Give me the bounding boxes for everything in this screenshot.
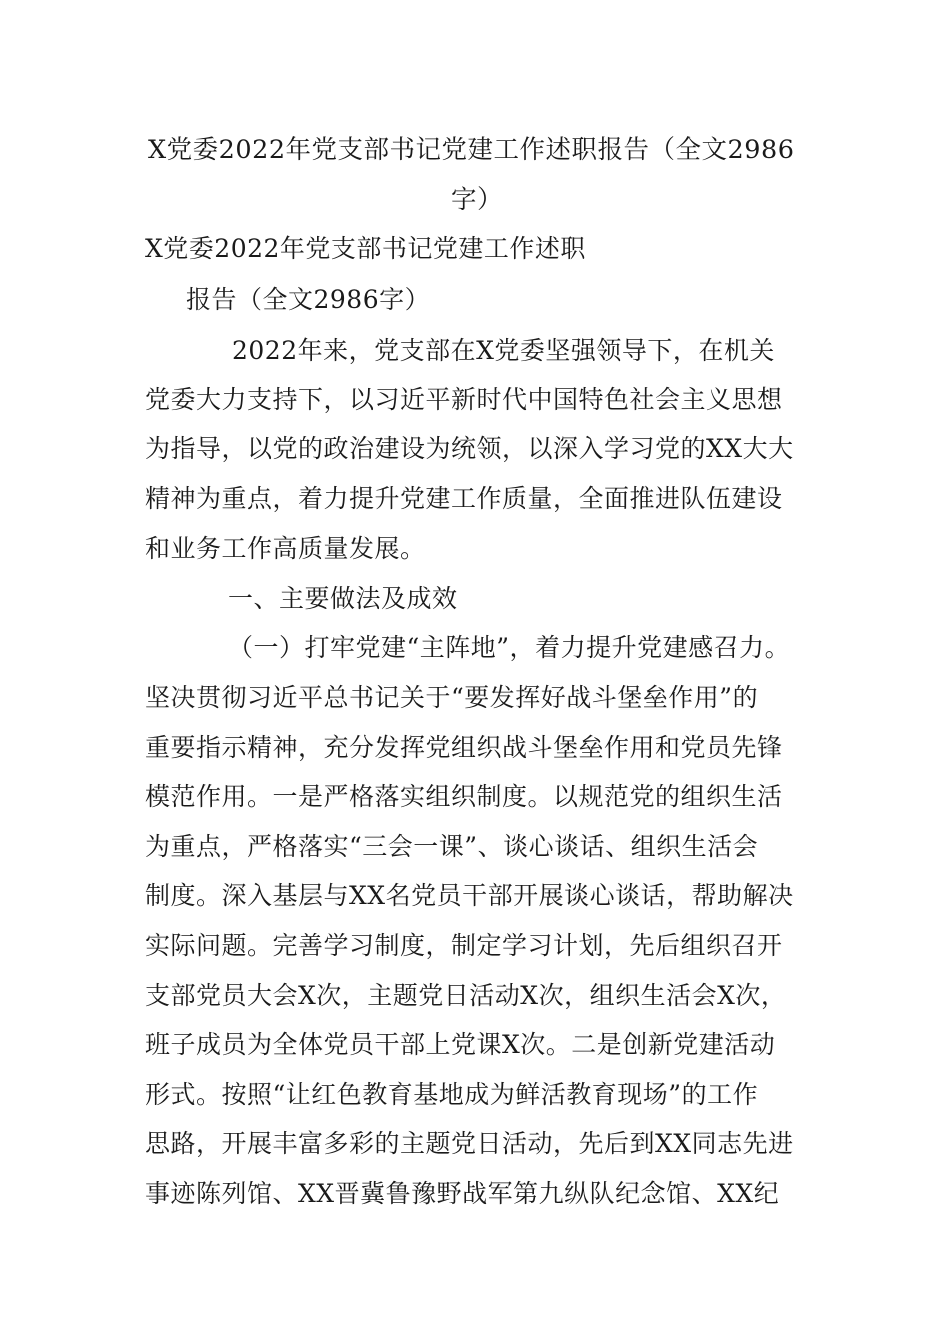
body-line-10: 模范作用。一是严格落实组织制度。以规范党的组织生活: [145, 782, 783, 811]
body-line-17: 思路，开展丰富多彩的主题党日活动，先后到XX同志先进: [145, 1129, 794, 1158]
document-subtitle-line-1: X党委2022年党支部书记党建工作述职: [145, 234, 586, 263]
body-line-5: 和业务工作高质量发展。: [145, 534, 426, 563]
body-line-2: 党委大力支持下，以习近平新时代中国特色社会主义思想: [145, 385, 783, 414]
subsection-heading-1: （一）打牢党建“主阵地”，着力提升党建感召力。: [228, 633, 791, 662]
body-line-14: 支部党员大会X次，主题党日活动X次，组织生活会X次，: [145, 981, 787, 1010]
body-line-3: 为指导，以党的政治建设为统领，以深入学习党的XX大大: [145, 434, 794, 463]
body-line-13: 实际问题。完善学习制度，制定学习计划，先后组织召开: [145, 931, 783, 960]
document-subtitle-line-2: 报告（全文2986字）: [186, 285, 431, 314]
body-line-16: 形式。按照“让红色教育基地成为鲜活教育现场”的工作: [145, 1080, 759, 1109]
body-line-4: 精神为重点，着力提升党建工作质量，全面推进队伍建设: [145, 484, 783, 513]
body-line-1: 2022年来，党支部在X党委坚强领导下，在机关: [232, 336, 775, 365]
body-line-15: 班子成员为全体党员干部上党课X次。二是创新党建活动: [145, 1030, 776, 1059]
body-line-8: 坚决贯彻习近平总书记关于“要发挥好战斗堡垒作用”的: [145, 683, 759, 712]
body-line-18: 事迹陈列馆、XX晋冀鲁豫野战军第九纵队纪念馆、XX纪: [145, 1179, 780, 1208]
body-line-9: 重要指示精神，充分发挥党组织战斗堡垒作用和党员先锋: [145, 733, 783, 762]
document-title-line-1: X党委2022年党支部书记党建工作述职报告（全文2986: [148, 135, 795, 165]
section-heading-1: 一、主要做法及成效: [228, 584, 458, 613]
body-line-11: 为重点，严格落实“三会一课”、谈心谈话、组织生活会: [145, 832, 759, 861]
body-line-12: 制度。深入基层与XX名党员干部开展谈心谈话，帮助解决: [145, 881, 794, 910]
document-title-line-2: 字）: [451, 185, 504, 215]
